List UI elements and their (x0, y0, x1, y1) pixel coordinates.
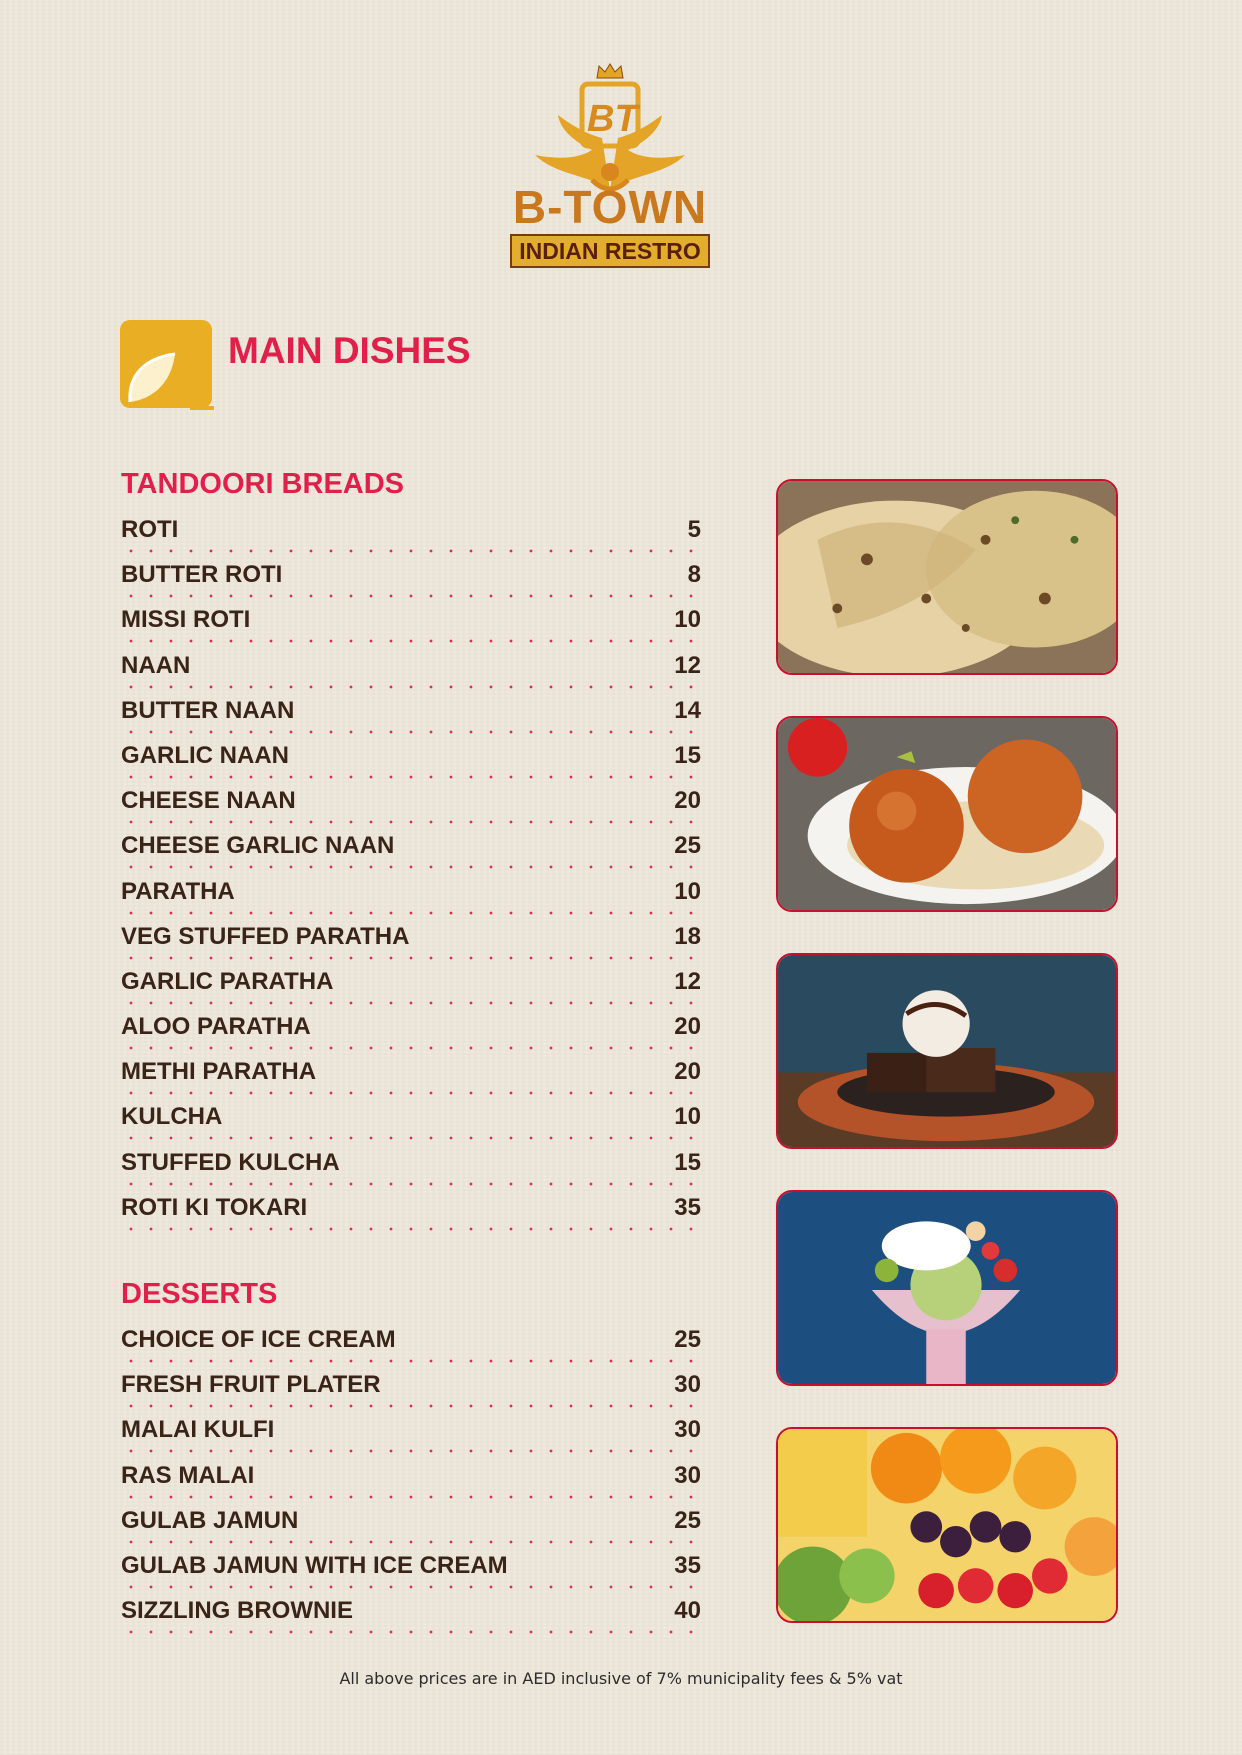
menu-item (121, 1013, 701, 1058)
menu-item (121, 1371, 701, 1416)
item-price: 35 (674, 1193, 701, 1221)
item-price: 20 (674, 1058, 701, 1086)
menu-item (121, 832, 701, 877)
dot-leader (121, 865, 701, 869)
item-price: 15 (674, 741, 701, 769)
menu-item (121, 1194, 701, 1239)
dot-leader (121, 1449, 701, 1453)
menu-item (121, 516, 701, 561)
dot-leader (121, 1495, 701, 1499)
menu-item (121, 561, 701, 606)
dot-leader (121, 775, 701, 779)
item-price: 15 (674, 1148, 701, 1176)
plate-fork-icon (120, 320, 214, 412)
dot-leader (121, 1630, 701, 1634)
menu-item (121, 1058, 701, 1103)
menu-item (121, 1552, 701, 1597)
item-price: 20 (674, 787, 701, 815)
item-name: PARATHA (121, 877, 235, 905)
item-price: 30 (674, 1416, 701, 1444)
category-title-desserts: DESSERTS (121, 1278, 278, 1310)
dot-leader (121, 1182, 701, 1186)
item-name: GARLIC PARATHA (121, 967, 334, 995)
brand-logo (505, 62, 715, 272)
item-name: METHI PARATHA (121, 1058, 317, 1086)
dot-leader (121, 1227, 701, 1231)
footer-note: All above prices are in AED inclusive of 7% municipality fees & 5% vat (339, 1669, 903, 1688)
item-name: ROTI KI TOKARI (121, 1193, 308, 1221)
item-price: 10 (674, 606, 701, 634)
item-price: 30 (674, 1371, 701, 1399)
dot-leader (121, 1091, 701, 1095)
item-price: 30 (674, 1461, 701, 1489)
menu-item (121, 1597, 701, 1642)
dot-leader (121, 594, 701, 598)
item-name: CHEESE NAAN (121, 787, 296, 815)
item-price: 25 (674, 1326, 701, 1353)
brand-monogram: BT (587, 98, 638, 140)
dot-leader (121, 1136, 701, 1140)
menu-item (121, 1149, 701, 1194)
category-title-tandoori-breads: TANDOORI BREADS (121, 468, 405, 500)
bread-photo (776, 479, 1118, 675)
dot-leader (121, 1540, 701, 1544)
item-name: BUTTER ROTI (121, 561, 283, 589)
dot-leader (121, 730, 701, 734)
menu-item (121, 1103, 701, 1148)
item-name: NAAN (121, 651, 191, 679)
item-price: 10 (674, 1103, 701, 1131)
menu-item (121, 606, 701, 651)
dot-leader (121, 1001, 701, 1005)
gulab-jamun-photo (776, 716, 1118, 912)
item-name: VEG STUFFED PARATHA (121, 922, 410, 950)
menu-item (121, 878, 701, 923)
menu-item (121, 1507, 701, 1552)
item-price: 5 (687, 516, 701, 543)
item-name: ALOO PARATHA (121, 1013, 311, 1041)
item-price: 14 (674, 696, 701, 724)
menu-list-desserts (121, 1326, 701, 1642)
menu-item (121, 1462, 701, 1507)
item-name: MISSI ROTI (121, 606, 251, 634)
dot-leader (121, 685, 701, 689)
item-name: SIZZLING BROWNIE (121, 1597, 353, 1625)
item-name: GULAB JAMUN WITH ICE CREAM (121, 1551, 508, 1579)
sizzling-brownie-photo (776, 953, 1118, 1149)
item-price: 40 (674, 1597, 701, 1625)
menu-item (121, 787, 701, 832)
section-title: MAIN DISHES (228, 330, 471, 371)
brand-tagline: INDIAN RESTRO (510, 234, 710, 268)
dot-leader (121, 1585, 701, 1589)
item-price: 18 (674, 922, 701, 950)
dot-leader (121, 956, 701, 960)
dot-leader (121, 639, 701, 643)
item-name: KULCHA (121, 1103, 223, 1131)
item-price: 12 (674, 967, 701, 995)
item-price: 10 (674, 877, 701, 905)
item-price: 35 (674, 1551, 701, 1579)
item-name: CHOICE OF ICE CREAM (121, 1326, 396, 1353)
menu-item (121, 1326, 701, 1371)
item-price: 12 (674, 651, 701, 679)
ice-cream-sundae-photo (776, 1190, 1118, 1386)
dot-leader (121, 1359, 701, 1363)
item-price: 20 (674, 1013, 701, 1041)
item-name: GULAB JAMUN (121, 1506, 299, 1534)
crown-icon (595, 62, 625, 80)
menu-item (121, 968, 701, 1013)
dot-leader (121, 1046, 701, 1050)
menu-list-tandoori-breads (121, 516, 701, 1239)
item-name: RAS MALAI (121, 1461, 255, 1489)
fruit-platter-photo (776, 1427, 1118, 1623)
dot-leader (121, 1404, 701, 1408)
item-name: CHEESE GARLIC NAAN (121, 832, 395, 860)
item-name: ROTI (121, 516, 179, 543)
item-name: FRESH FRUIT PLATER (121, 1371, 381, 1399)
item-name: STUFFED KULCHA (121, 1148, 340, 1176)
menu-item (121, 652, 701, 697)
item-name: GARLIC NAAN (121, 741, 289, 769)
menu-item (121, 1416, 701, 1461)
item-price: 25 (674, 832, 701, 860)
item-price: 25 (674, 1506, 701, 1534)
dot-leader (121, 820, 701, 824)
menu-item (121, 923, 701, 968)
item-name: BUTTER NAAN (121, 696, 295, 724)
dot-leader (121, 911, 701, 915)
brand-name: B-TOWN (512, 181, 708, 233)
menu-item (121, 697, 701, 742)
item-name: MALAI KULFI (121, 1416, 275, 1444)
dot-leader (121, 549, 701, 553)
menu-item (121, 742, 701, 787)
item-price: 8 (687, 561, 701, 589)
